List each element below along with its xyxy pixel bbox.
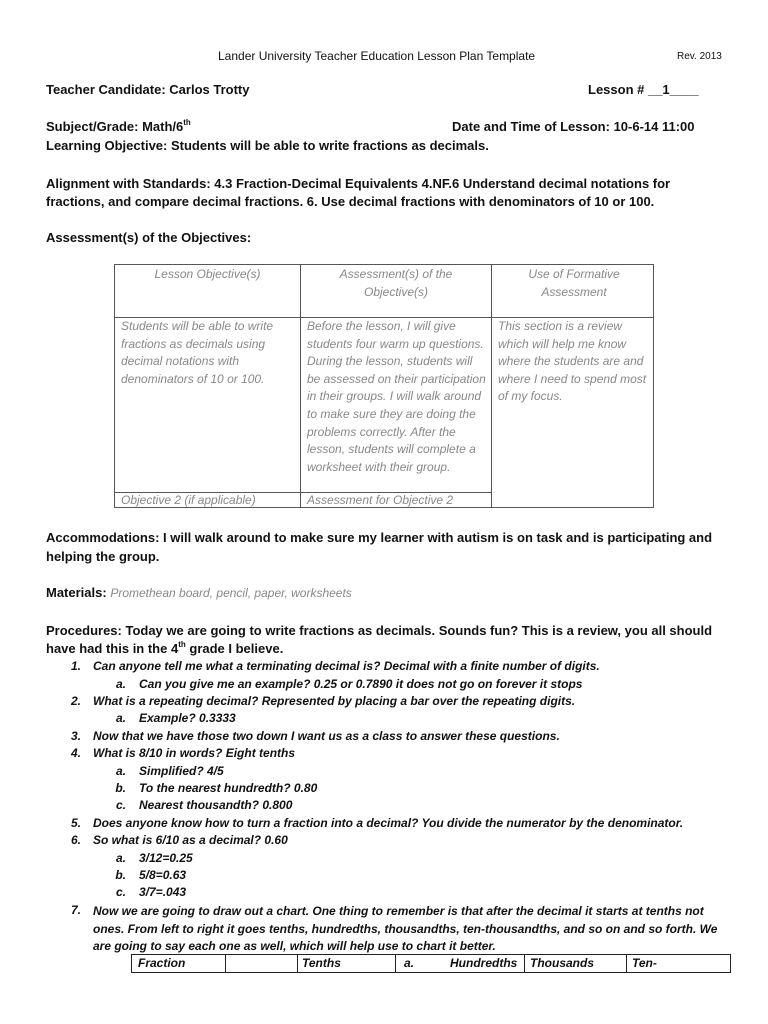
chart-col-a: a. [404, 956, 415, 970]
materials-value: Promethean board, pencil, paper, worksheets [110, 586, 352, 600]
procedures-sup: th [178, 639, 186, 649]
assessment-1-text: Before the lesson, I will give students four warm up questions. During the lesson, students will be assessed on their participation in their groups. I will walk around to make sure they are doing the problems correctly. After the lesson, students will complete a worksheet with their group. [307, 319, 486, 474]
item-number: c. [115, 798, 126, 812]
document-title: Lander University Teacher Education Lesson Plan Template [218, 49, 536, 63]
item-number: 3. [70, 729, 81, 743]
item-number: 2. [70, 694, 81, 708]
alignment-standards: Alignment with Standards: 4.3 Fraction-Decimal Equivalents 4.NF.6 Understand decimal notations for fractions, and compare decimal fractions. 6. Use decimal fractions with denominators of 10 or 100. [46, 176, 671, 209]
procedure-subitem: Simplified? 4/5 [139, 764, 224, 778]
materials [46, 585, 352, 600]
assessment-heading: Assessment(s) of the Objectives: [46, 230, 252, 245]
learning-objective: Learning Objective: Students will be able to write fractions as decimals. [46, 138, 489, 153]
procedure-item: What is 8/10 in words? Eight tenths [93, 746, 296, 760]
chart-col-tenths: Tenths [302, 956, 341, 970]
procedure-item: What is a repeating decimal? Represented by placing a bar over the repeating digits. [93, 694, 576, 708]
procedure-subitem: Nearest thousandth? 0.800 [139, 798, 293, 812]
header-formative-use: Use of Formative Assessment [528, 267, 620, 299]
item-number: 5. [70, 816, 81, 830]
item-number: 1. [70, 659, 81, 673]
procedure-item: Does anyone know how to turn a fraction into a decimal? You divide the numerator by the denominator. [93, 816, 684, 830]
item-number: c. [115, 885, 126, 899]
objective-2-text: Objective 2 (if applicable) [121, 493, 256, 507]
procedure-item: So what is 6/10 as a decimal? 0.60 [93, 833, 288, 847]
procedure-subitem: 3/7=.043 [139, 885, 187, 899]
procedures-line-1: Procedures: Today we are going to write fractions as decimals. Sounds fun? This is a review, you all should [46, 623, 713, 638]
lesson-number: Lesson # __1____ [588, 82, 699, 97]
revision-label: Rev. 2013 [677, 51, 722, 62]
procedure-item-7: Now we are going to draw out a chart. One thing to remember is that after the decimal it starts at tenths not ones. From left to right it goes tenths, hundredths, thousandths, ten-thousandths, and so on and so forth. We are going to say each one as well, which will help use to chart it better. [93, 904, 718, 953]
item-number: a. [115, 711, 126, 725]
subject-grade-sup: th [183, 117, 191, 127]
item-number: a. [115, 677, 126, 691]
header-lesson-objectives: Lesson Objective(s) [154, 267, 261, 281]
item-number: 4. [70, 746, 81, 760]
chart-col-hundredths: Hundredths [450, 956, 518, 970]
chart-col-thousands: Thousands [530, 956, 595, 970]
item-number: 7. [70, 903, 81, 917]
procedure-subitem: 5/8=0.63 [139, 868, 187, 882]
item-number: b. [115, 868, 126, 882]
procedures-line-2 [46, 641, 283, 656]
header-assessments: Assessment(s) of the Objective(s) [339, 267, 453, 299]
date-time: Date and Time of Lesson: 10-6-14 11:00 [452, 119, 695, 134]
accommodations: Accommodations: I will walk around to make sure my learner with autism is on task and is participating and helping the group. [46, 530, 713, 564]
item-number: b. [115, 781, 126, 795]
procedure-subitem: Can you give me an example? 0.25 or 0.7890 it does not go on forever it stops [139, 677, 583, 691]
formative-1-text: This section is a review which will help me know where the students are and where I need to spend most of my focus. [498, 319, 647, 404]
item-number: a. [115, 764, 126, 778]
objective-1-text: Students will be able to write fractions as decimals using decimal notations with denominators of 10 or 100. [121, 319, 274, 386]
procedure-subitem: 3/12=0.25 [139, 851, 193, 865]
chart-col-ten: Ten- [632, 956, 657, 970]
subject-grade [46, 119, 191, 134]
chart-col-fraction: Fraction [138, 956, 186, 970]
item-number: 6. [70, 833, 81, 847]
procedure-item: Can anyone tell me what a terminating decimal is? Decimal with a finite number of digits. [93, 659, 600, 673]
assessment-table [114, 264, 654, 508]
procedure-subitem: To the nearest hundredth? 0.80 [139, 781, 318, 795]
subject-grade-text: Subject/Grade: Math/6 [46, 119, 184, 134]
item-number: a. [115, 851, 126, 865]
procedures-line-2b: grade I believe. [185, 641, 284, 656]
assessment-2-text: Assessment for Objective 2 [307, 493, 454, 507]
procedure-item: Now that we have those two down I want us as a class to answer these questions. [93, 729, 560, 743]
procedures-line-2a: have had this in the 4 [46, 641, 179, 656]
teacher-candidate: Teacher Candidate: Carlos Trotty [46, 82, 250, 97]
procedure-subitem: Example? 0.3333 [139, 711, 236, 725]
materials-label: Materials: [46, 585, 107, 600]
decimal-chart-table [131, 954, 731, 973]
